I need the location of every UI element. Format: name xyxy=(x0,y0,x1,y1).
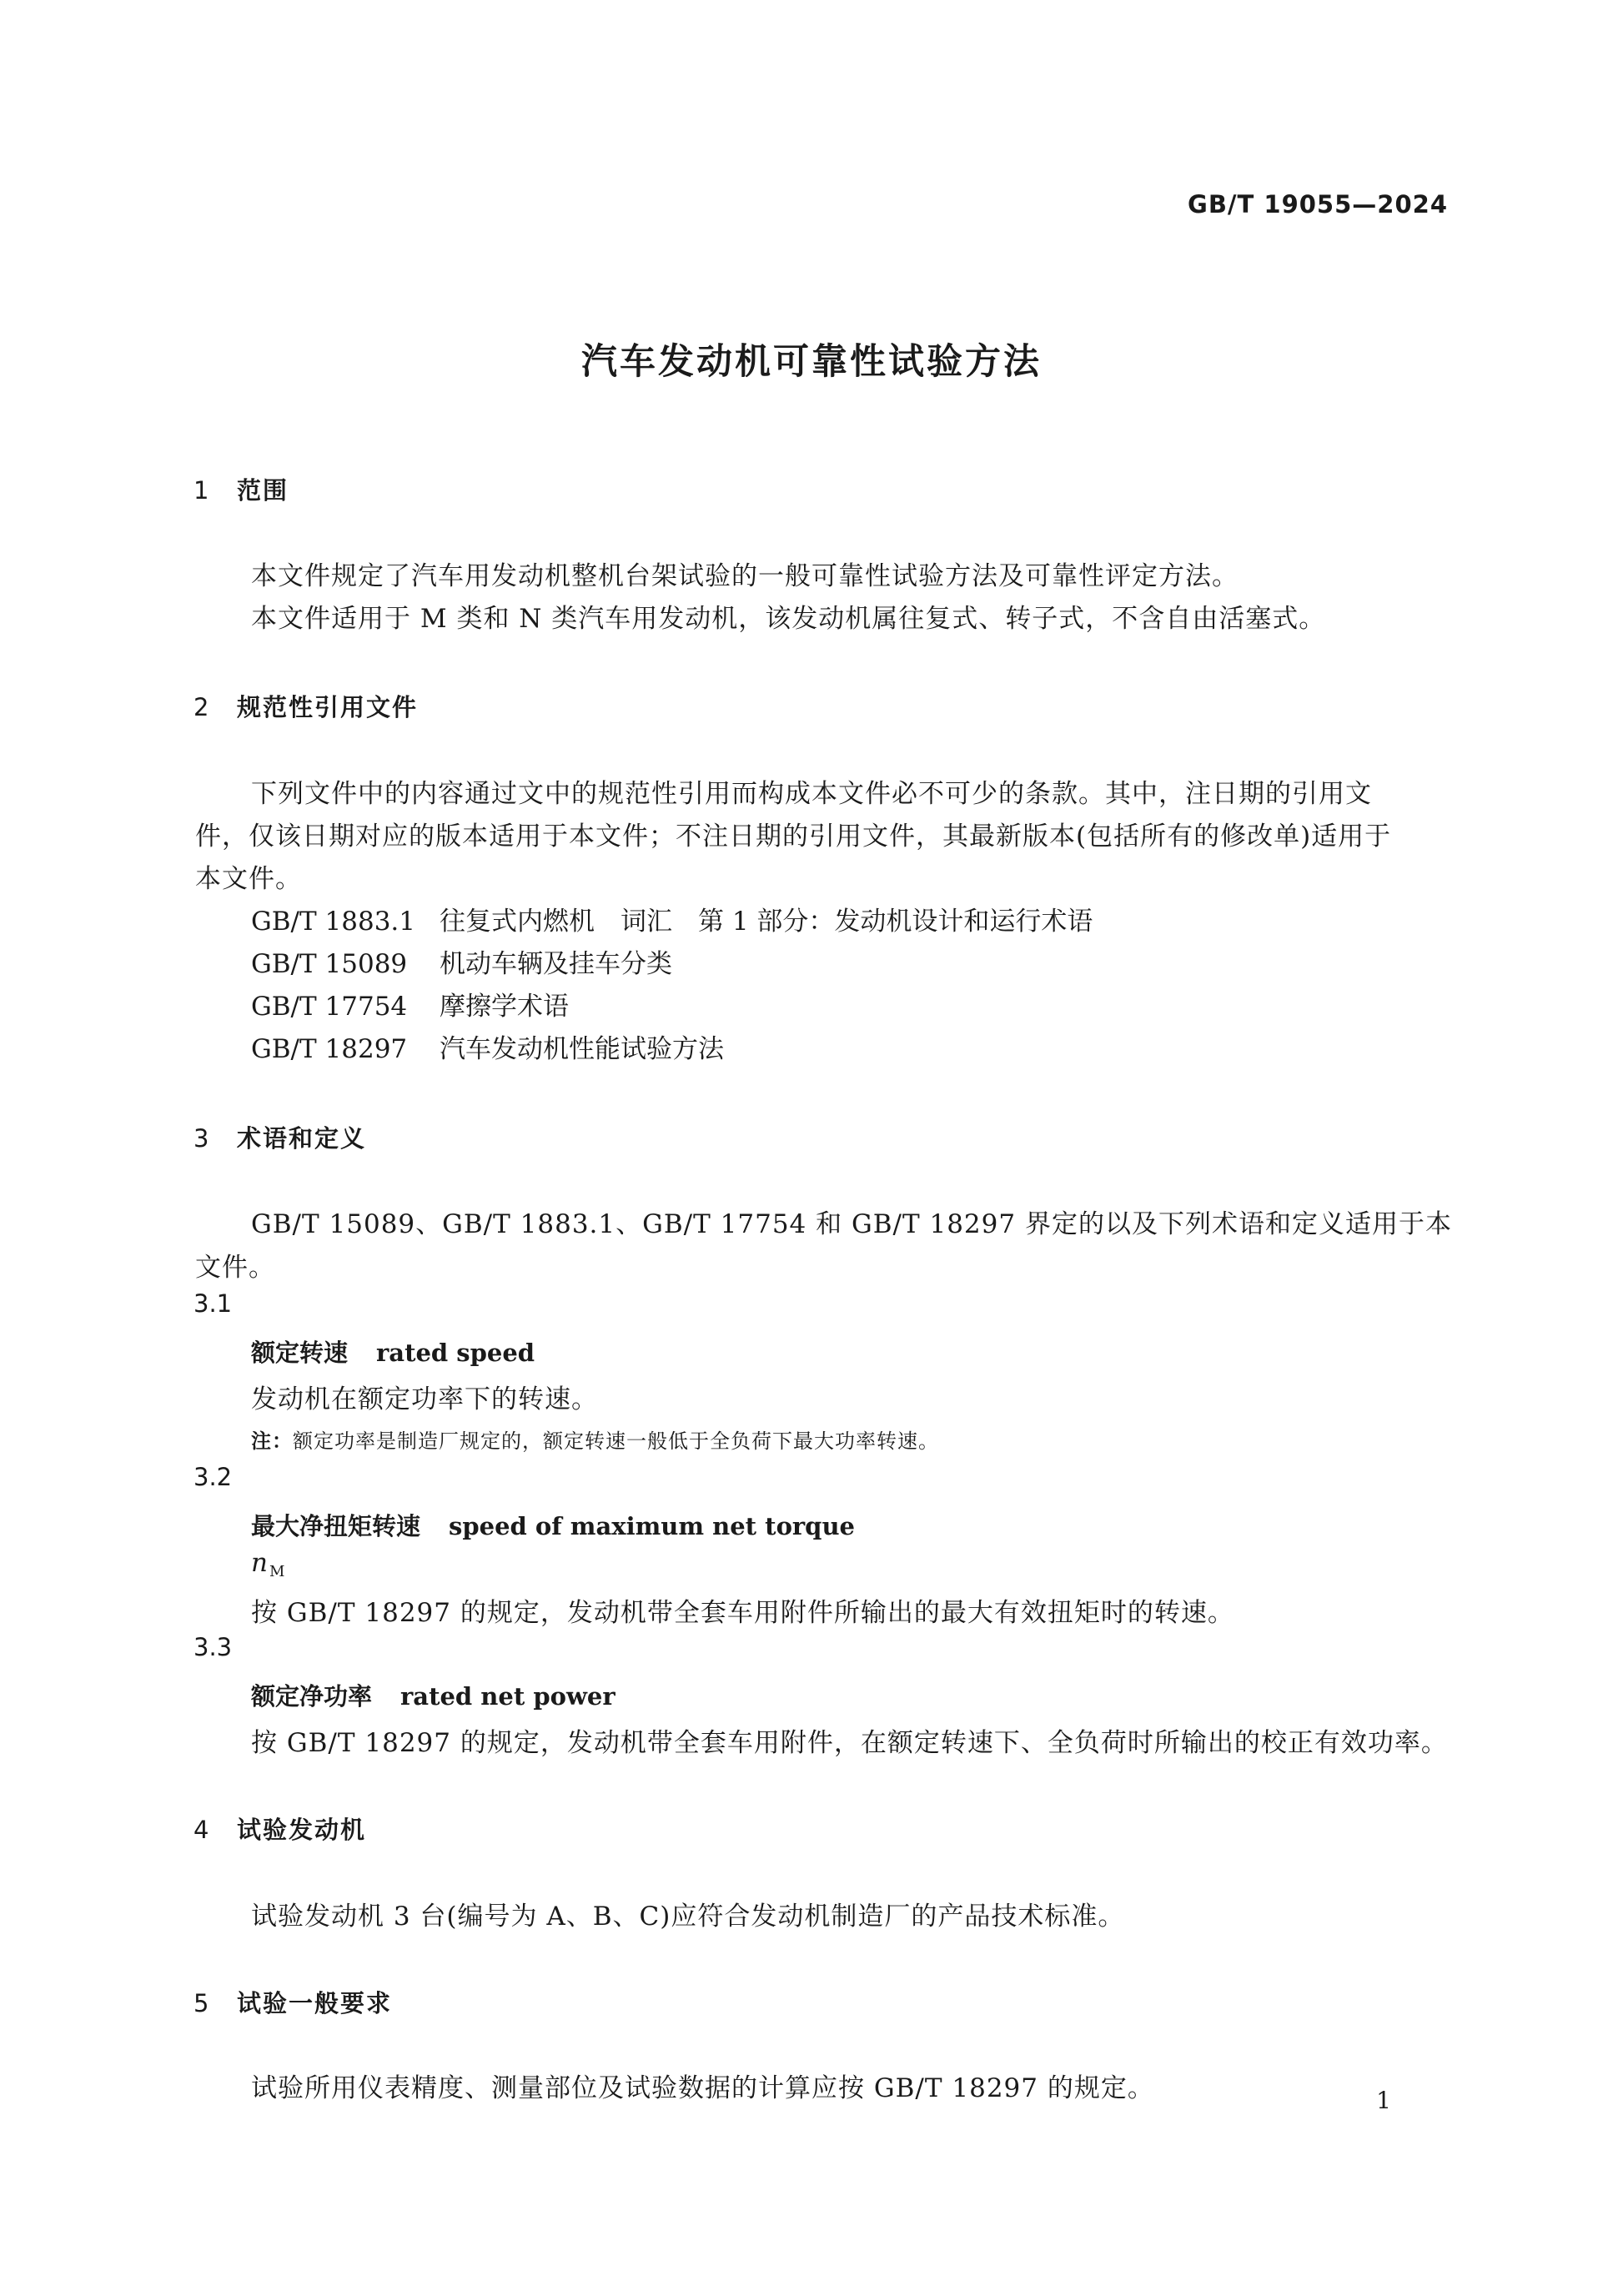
section-title: 规范性引用文件 xyxy=(237,693,419,721)
section-title: 术语和定义 xyxy=(237,1124,367,1153)
terms-intro-line-1: GB/T 15089、GB/T 1883.1、GB/T 17754 和 GB/T 18297 界定的以及下列术语和定义适用于本 xyxy=(251,1209,1452,1239)
term-note xyxy=(251,1424,939,1454)
term-definition: 按 GB/T 18297 的规定，发动机带全套车用附件，在额定转速下、全负荷时所输出的校正有效功率。 xyxy=(251,1728,1448,1758)
reference-item xyxy=(251,900,1093,937)
section-2-heading xyxy=(193,689,418,723)
term-en: speed of maximum net torque xyxy=(449,1512,855,1540)
reference-item xyxy=(251,942,672,980)
test-engine-paragraph: 试验发动机 3 台(编号为 A、B、C)应符合发动机制造厂的产品技术标准。 xyxy=(251,1902,1125,1932)
term-en: rated net power xyxy=(400,1682,616,1711)
terms-intro-line-2: 文件。 xyxy=(195,1253,275,1283)
reference-title: 机动车辆及挂车分类 xyxy=(440,949,672,979)
section-5-heading xyxy=(193,1985,392,2019)
section-1-heading xyxy=(193,472,289,506)
section-number: 5 xyxy=(193,1989,209,2017)
term-zh: 最大净扭矩转速 xyxy=(251,1512,421,1540)
general-requirements-paragraph: 试验所用仪表精度、测量部位及试验数据的计算应按 GB/T 18297 的规定。 xyxy=(251,2073,1154,2103)
term-heading xyxy=(251,1678,616,1712)
reference-code: GB/T 18297 xyxy=(251,1034,408,1064)
section-number: 1 xyxy=(193,476,209,505)
term-definition: 发动机在额定功率下的转速。 xyxy=(251,1384,598,1414)
references-intro-line-2: 件，仅该日期对应的版本适用于本文件；不注日期的引用文件，其最新版本(包括所有的修改单)适用于 xyxy=(195,821,1392,852)
symbol-subscript: M xyxy=(269,1563,285,1580)
term-heading xyxy=(251,1508,855,1542)
reference-title: 汽车发动机性能试验方法 xyxy=(440,1034,724,1064)
term-zh: 额定转速 xyxy=(251,1339,349,1367)
section-number: 3 xyxy=(193,1124,209,1153)
reference-title: 摩擦学术语 xyxy=(440,992,569,1022)
references-intro-line-3: 本文件。 xyxy=(195,864,302,894)
page-number: 1 xyxy=(1376,2087,1391,2114)
reference-title: 往复式内燃机 词汇 第 1 部分：发动机设计和运行术语 xyxy=(440,907,1093,937)
term-symbol xyxy=(251,1548,284,1580)
section-title: 试验发动机 xyxy=(237,1816,367,1844)
term-number: 3.1 xyxy=(193,1289,233,1318)
term-number: 3.3 xyxy=(193,1633,233,1661)
note-label: 注： xyxy=(251,1429,293,1453)
section-3-heading xyxy=(193,1120,366,1154)
symbol-letter: n xyxy=(251,1548,268,1578)
section-title: 范围 xyxy=(237,476,289,505)
term-en: rated speed xyxy=(376,1339,535,1367)
document-title: 汽车发动机可靠性试验方法 xyxy=(581,341,1042,383)
scope-paragraph-1: 本文件规定了汽车用发动机整机台架试验的一般可靠性试验方法及可靠性评定方法。 xyxy=(251,561,1239,591)
scope-paragraph-2: 本文件适用于 M 类和 N 类汽车用发动机，该发动机属往复式、转子式，不含自由活塞式。 xyxy=(251,604,1326,634)
section-number: 2 xyxy=(193,693,209,721)
term-zh: 额定净功率 xyxy=(251,1682,373,1711)
reference-code: GB/T 15089 xyxy=(251,949,408,979)
section-number: 4 xyxy=(193,1816,209,1844)
reference-item xyxy=(251,985,569,1022)
reference-code: GB/T 17754 xyxy=(251,992,408,1022)
standard-number: GB/T 19055—2024 xyxy=(1188,190,1448,219)
term-number: 3.2 xyxy=(193,1463,233,1491)
note-text: 额定功率是制造厂规定的，额定转速一般低于全负荷下最大功率转速。 xyxy=(293,1429,939,1453)
term-definition: 按 GB/T 18297 的规定，发动机带全套车用附件所输出的最大有效扭矩时的转速。 xyxy=(251,1598,1234,1628)
reference-item xyxy=(251,1027,724,1065)
reference-code: GB/T 1883.1 xyxy=(251,907,415,937)
section-4-heading xyxy=(193,1811,366,1846)
references-intro-line-1: 下列文件中的内容通过文中的规范性引用而构成本文件必不可少的条款。其中，注日期的引用文 xyxy=(251,779,1372,809)
section-title: 试验一般要求 xyxy=(237,1989,393,2017)
term-heading xyxy=(251,1334,535,1369)
